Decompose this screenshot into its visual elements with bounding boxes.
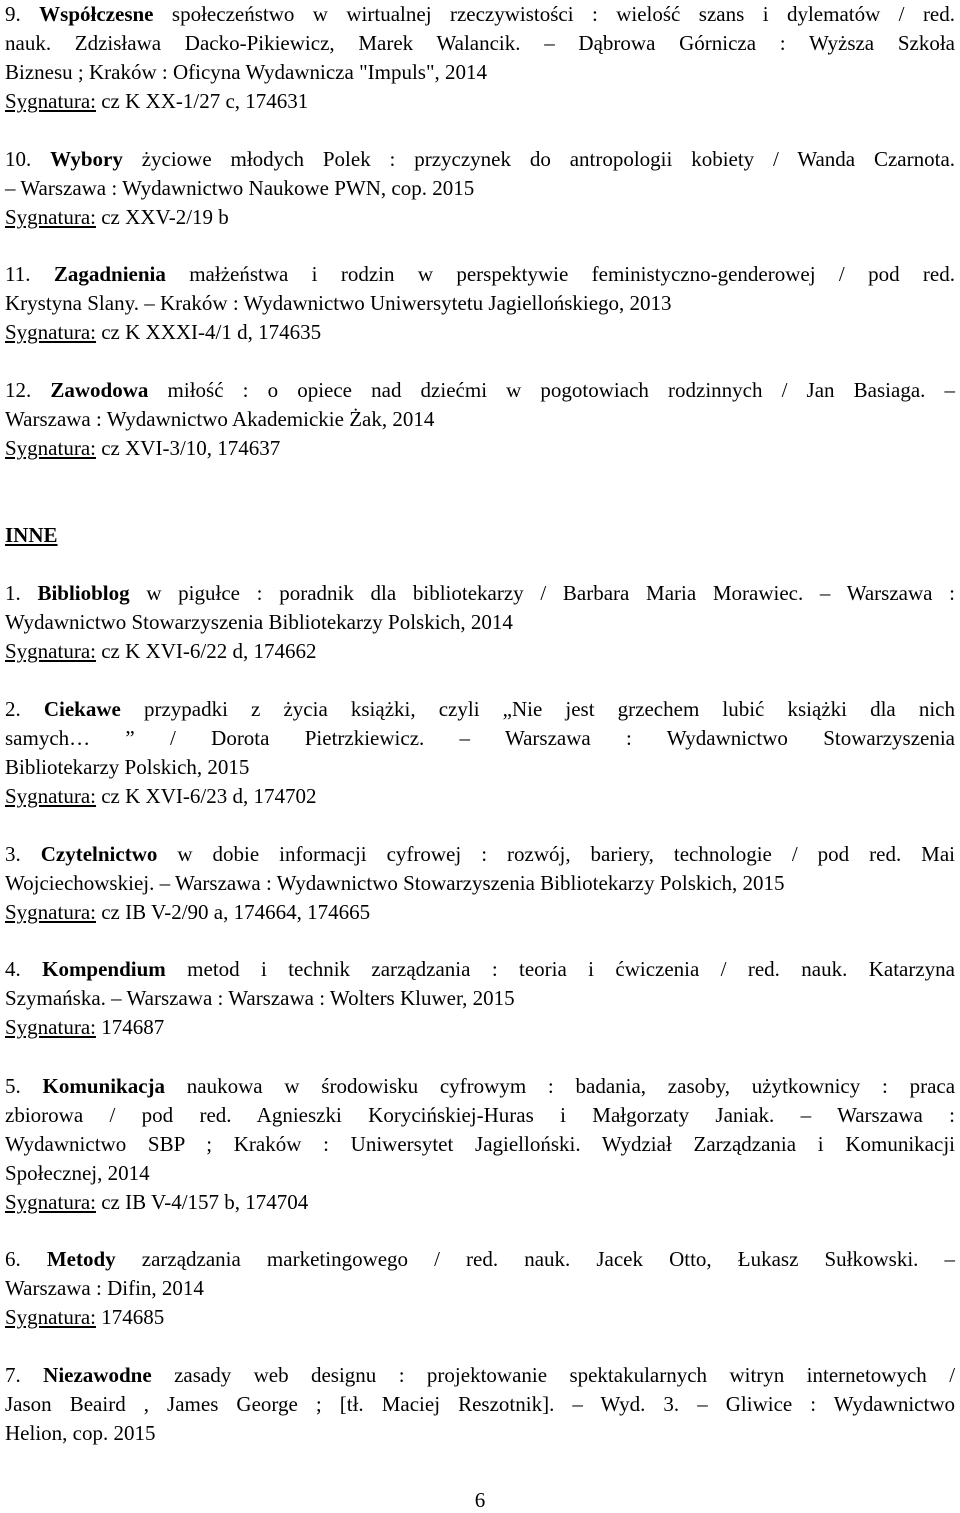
- signature-value: cz K XXXI-4/1 d, 174635: [95, 320, 322, 344]
- entry-publication-line: Helion, cop. 2015: [5, 1421, 156, 1445]
- entry-publication-line: Wydawnictwo SBP ; Kraków : Uniwersytet Jagielloński. Wydział Zarządzania i Komunikacji: [5, 1132, 955, 1156]
- entry-number: 6.: [5, 1247, 21, 1271]
- signature-label: Sygnatura:: [5, 900, 96, 924]
- entry-title: Czytelnictwo: [40, 842, 158, 866]
- entry-publication-line: – Warszawa : Wydawnictwo Naukowe PWN, cop. 2015: [5, 176, 475, 200]
- signature-label: Sygnatura:: [5, 784, 96, 808]
- bibliography-entry-9: [5, 0, 955, 116]
- entry-description: naukowa w środowisku cyfrowym : badania, zasoby, użytkownicy : praca: [186, 1074, 956, 1098]
- entry-publication-line: Wojciechowskiej. – Warszawa : Wydawnictwo Stowarzyszenia Bibliotekarzy Polskich, 2015: [5, 871, 785, 895]
- bibliography-entry-12: [5, 376, 955, 463]
- entry-number: 2.: [5, 697, 21, 721]
- entry-title: Komunikacja: [42, 1074, 166, 1098]
- entry-number: 9.: [5, 2, 21, 26]
- entry-publication-line: samych… ” / Dorota Pietrzkiewicz. – Warszawa : Wydawnictwo Stowarzyszenia: [5, 726, 955, 750]
- entry-publication-line: Wydawnictwo Stowarzyszenia Bibliotekarzy Polskich, 2014: [5, 610, 513, 634]
- entry-number: 5.: [5, 1074, 21, 1098]
- entry-number: 4.: [5, 957, 21, 981]
- signature-value: cz IB V-4/157 b, 174704: [95, 1190, 309, 1214]
- signature-value: cz IB V-2/90 a, 174664, 174665: [95, 900, 371, 924]
- entry-publication-line: Szymańska. – Warszawa : Warszawa : Wolters Kluwer, 2015: [5, 986, 515, 1010]
- entry-title: Kompendium: [42, 957, 166, 981]
- entry-publication-line: Krystyna Slany. – Kraków : Wydawnictwo Uniwersytetu Jagiellońskiego, 2013: [5, 291, 672, 315]
- entry-description: życiowe młodych Polek : przyczynek do antropologii kobiety / Wanda Czarnota.: [141, 147, 956, 171]
- bibliography-entry-11: [5, 260, 955, 347]
- bibliography-entry-inne-2: [5, 695, 955, 811]
- entry-title: Niezawodne: [43, 1363, 152, 1387]
- entry-title: Współczesne: [39, 2, 154, 26]
- entry-number: 3.: [5, 842, 21, 866]
- bibliography-entry-inne-4: [5, 955, 955, 1042]
- signature-label: Sygnatura:: [5, 436, 96, 460]
- entry-title: Ciekawe: [43, 697, 121, 721]
- entry-title: Biblioblog: [37, 581, 130, 605]
- entry-description: małżeństwa i rodzin w perspektywie feministyczno-genderowej / pod red.: [189, 262, 955, 286]
- signature-value: 174685: [95, 1305, 165, 1329]
- signature-label: Sygnatura:: [5, 1305, 96, 1329]
- entry-description: przypadki z życia książki, czyli „Nie jest grzechem lubić książki dla nich: [143, 697, 955, 721]
- signature-value: cz K XVI-6/23 d, 174702: [95, 784, 317, 808]
- entry-description: miłość : o opiece nad dziećmi w pogotowiach rodzinnych / Jan Basiaga. –: [167, 378, 956, 402]
- entry-description: społeczeństwo w wirtualnej rzeczywistości : wielość szans i dylematów / red.: [171, 2, 956, 26]
- page-number: 6: [474, 1488, 486, 1512]
- signature-label: Sygnatura:: [5, 205, 96, 229]
- bibliography-entry-inne-3: [5, 840, 955, 927]
- entry-number: 11.: [5, 262, 31, 286]
- bibliography-entry-inne-5: [5, 1072, 955, 1217]
- signature-label: Sygnatura:: [5, 1190, 96, 1214]
- entry-number: 7.: [5, 1363, 21, 1387]
- entry-number: 12.: [5, 378, 32, 402]
- entry-title: Wybory: [50, 147, 123, 171]
- bibliography-entry-inne-1: [5, 579, 955, 666]
- signature-value: 174687: [95, 1015, 165, 1039]
- entry-publication-line: zbiorowa / pod red. Agnieszki Korycińskiej-Huras i Małgorzaty Janiak. – Warszawa :: [5, 1103, 955, 1127]
- bibliography-entry-inne-7: [5, 1361, 955, 1448]
- entry-publication-line: Bibliotekarzy Polskich, 2015: [5, 755, 250, 779]
- signature-label: Sygnatura:: [5, 89, 96, 113]
- entry-description: w dobie informacji cyfrowej : rozwój, bariery, technologie / pod red. Mai: [177, 842, 956, 866]
- signature-value: cz K XX-1/27 c, 174631: [95, 89, 309, 113]
- entry-publication-line: Jason Beaird , James George ; [tł. Maciej Reszotnik]. – Wyd. 3. – Gliwice : Wydawnictwo: [5, 1392, 955, 1416]
- entry-description: w pigułce : poradnik dla bibliotekarzy / Barbara Maria Morawiec. – Warszawa :: [146, 581, 955, 605]
- signature-label: Sygnatura:: [5, 320, 96, 344]
- signature-value: cz XXV-2/19 b: [95, 205, 229, 229]
- entry-number: 10.: [5, 147, 32, 171]
- entry-title: Metody: [46, 1247, 116, 1271]
- entry-description: zarządzania marketingowego / red. nauk. Jacek Otto, Łukasz Sułkowski. –: [141, 1247, 956, 1271]
- entry-description: metod i technik zarządzania : teoria i ćwiczenia / red. nauk. Katarzyna: [187, 957, 955, 981]
- entry-title: Zagadnienia: [53, 262, 166, 286]
- signature-label: Sygnatura:: [5, 639, 96, 663]
- entry-publication-line: nauk. Zdzisława Dacko-Pikiewicz, Marek Walancik. – Dąbrowa Górnicza : Wyższa Szkoła: [5, 31, 955, 55]
- entry-number: 1.: [5, 581, 21, 605]
- entry-publication-line: Warszawa : Difin, 2014: [5, 1276, 204, 1300]
- section-heading: INNE: [5, 523, 58, 547]
- bibliography-entry-inne-6: [5, 1245, 955, 1332]
- entry-description: zasady web designu : projektowanie spektakularnych witryn internetowych /: [174, 1363, 956, 1387]
- signature-label: Sygnatura:: [5, 1015, 96, 1039]
- signature-value: cz XVI-3/10, 174637: [95, 436, 281, 460]
- entry-publication-line: Społecznej, 2014: [5, 1161, 150, 1185]
- signature-value: cz K XVI-6/22 d, 174662: [95, 639, 317, 663]
- entry-publication-line: Biznesu ; Kraków : Oficyna Wydawnicza "Impuls", 2014: [5, 60, 488, 84]
- entry-publication-line: Warszawa : Wydawnictwo Akademickie Żak, 2014: [5, 407, 435, 431]
- entry-title: Zawodowa: [50, 378, 149, 402]
- bibliography-entry-10: [5, 145, 955, 232]
